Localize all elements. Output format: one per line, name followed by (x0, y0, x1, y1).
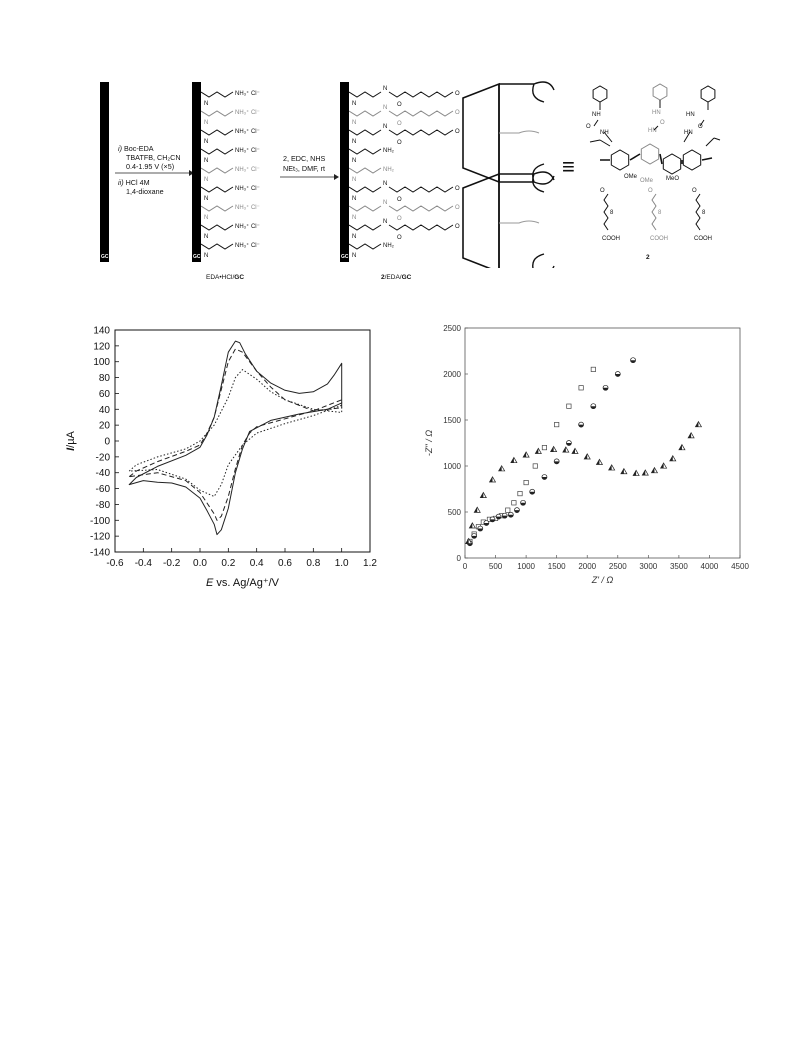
linker-chain (389, 225, 453, 230)
phenyl-ring-right (701, 86, 715, 102)
roman-i: i) (118, 144, 122, 153)
cv-series-dotted (129, 370, 342, 497)
x-tick-label: 2000 (578, 562, 597, 571)
amine-label: NH₂ (383, 243, 394, 249)
chain-nh-label: N (352, 253, 357, 259)
chain-nh-label: N (204, 120, 209, 126)
y-tick-label: -120 (89, 531, 110, 543)
gc-electrode-calixarene (340, 82, 349, 262)
chain-amine-label: NH₃⁺ Cl⁻ (235, 129, 260, 135)
amine-label: NH₂ (383, 148, 394, 154)
chain-nh-label: N (352, 120, 357, 126)
ome-label-1: OMe (624, 174, 638, 180)
aryl-ring-3 (663, 154, 680, 174)
y-axis-label-italic: I (65, 447, 77, 451)
y-tick-label: 140 (93, 325, 110, 337)
o-label-middle: O (660, 120, 665, 126)
cooh-label: COOH (602, 236, 620, 242)
caption-eda-hcl: EDA•HCl/ (206, 274, 235, 281)
y-tick-label: 20 (98, 420, 110, 432)
equivalence-symbol: ≡ (562, 154, 575, 179)
eda-chain (201, 111, 233, 116)
caption-eda: /EDA/ (384, 274, 402, 281)
chain-amine-label: NH₃⁺ Cl⁻ (235, 167, 260, 173)
aryl-ring-4 (683, 150, 700, 170)
y-tick-label: 1500 (443, 416, 461, 425)
cond-edc-nhs: 2, EDC, NHS (283, 154, 326, 163)
y-tick-label: -140 (89, 547, 110, 559)
bond (696, 194, 700, 230)
o-label-left: O (586, 124, 591, 130)
cond-boc-eda: Boc-EDA (122, 144, 154, 153)
eda-chain (201, 130, 233, 135)
x-tick-label: 1500 (547, 562, 566, 571)
subscript-8: 8 (658, 210, 662, 216)
phenyl-ring-middle (653, 84, 667, 100)
eis-point-square (542, 445, 546, 449)
y-tick-label: -20 (95, 452, 110, 464)
ether-o-label: O (455, 110, 460, 116)
y-tick-label: -100 (89, 515, 110, 527)
x-tick-label: 0.8 (306, 558, 321, 569)
carbonyl-o-label: O (397, 235, 402, 241)
y-tick-label: 40 (98, 404, 110, 416)
ome-label-2: OMe (640, 178, 654, 184)
bond (594, 102, 612, 142)
x-tick-label: 3500 (669, 562, 688, 571)
urea-arm (499, 82, 554, 102)
surface2-caption (381, 274, 411, 281)
linker-chain (389, 206, 453, 211)
eda-chain (349, 149, 381, 154)
carbonyl-o-label: O (397, 140, 402, 146)
ether-o-label: O (455, 91, 460, 97)
x-tick-label: 2500 (608, 562, 627, 571)
x-axis-label (206, 577, 280, 589)
eda-chain (349, 244, 381, 249)
eda-chain (201, 187, 233, 192)
y-tick-label: 2500 (443, 324, 461, 333)
ether-o-label: O (455, 224, 460, 230)
eis-point-triangle-fill (469, 523, 472, 528)
x-axis-label-rest: vs. Ag/Ag⁺/V (213, 577, 280, 589)
eis-point-square (512, 501, 516, 505)
phenyl-ring-left (593, 86, 607, 102)
urea-arm-gray (499, 131, 539, 133)
x-tick-label: 4000 (700, 562, 719, 571)
cv-series-dashed (129, 349, 342, 520)
carbonyl-o-label: O (397, 197, 402, 203)
amide-nh-label: N (383, 200, 388, 206)
chain-nh-label: N (204, 101, 209, 107)
gc-label: GC (193, 254, 201, 260)
eda-chain (201, 225, 233, 230)
x-tick-label: -0.2 (163, 558, 181, 569)
chain-nh-label: N (352, 177, 357, 183)
chain-nh-label: N (204, 234, 209, 240)
chain-amine-label: NH₃⁺ Cl⁻ (235, 205, 260, 211)
eis-point-square (533, 464, 537, 468)
bond (604, 194, 608, 230)
plot-frame (115, 330, 370, 552)
calixarene-surface (349, 78, 559, 268)
x-tick-label: 1000 (517, 562, 536, 571)
y-tick-label: -80 (95, 499, 110, 511)
cooh-label: COOH (694, 236, 712, 242)
x-tick-label: 0.2 (221, 558, 236, 569)
eda-chain (349, 111, 381, 116)
caption-2: 2 (381, 274, 385, 281)
step2-conditions-top (283, 154, 343, 163)
step2-arrow (280, 173, 340, 181)
y-tick-label: -60 (95, 484, 110, 496)
y-tick-label: 0 (104, 436, 110, 448)
caption-gc: GC (234, 274, 245, 281)
y-axis-label (65, 430, 77, 450)
carbonyl-o-label: O (397, 216, 402, 222)
x-tick-label: 0.4 (249, 558, 264, 569)
bond (600, 154, 712, 164)
y-tick-label: 1000 (443, 462, 461, 471)
bond (652, 194, 656, 230)
eis-point-square (524, 480, 528, 484)
y-axis-label-rest: /µA (65, 431, 77, 448)
eis-point-triangle-fill (609, 465, 612, 470)
hn-label-right: HN (686, 112, 695, 118)
eis-chart (420, 318, 750, 590)
amine-label: NH₂ (383, 167, 394, 173)
chain-amine-label: NH₃⁺ Cl⁻ (235, 148, 260, 154)
gc-label: GC (341, 254, 349, 260)
cond-net3: NEt₃, DMF, rt (283, 164, 326, 173)
cooh-label: COOH (650, 236, 668, 242)
ether-o-label: O (692, 188, 697, 194)
amide-nh-label: N (383, 105, 388, 111)
amide-nh-label: N (383, 181, 388, 187)
y-tick-label: 60 (98, 388, 110, 400)
x-tick-label: 4500 (731, 562, 749, 571)
eda-chain (201, 244, 233, 249)
y-tick-label: 500 (447, 508, 461, 517)
step1-conditions-bottom (118, 178, 188, 196)
eis-point-triangle-fill (651, 468, 654, 473)
linker-chain (389, 92, 453, 97)
compound-number: 2 (646, 254, 650, 261)
linker-chain (389, 187, 453, 192)
eda-chain (349, 168, 381, 173)
nh-label-left2: NH (600, 130, 609, 136)
eda-chain (201, 206, 233, 211)
eda-chain (201, 92, 233, 97)
eis-point-square (554, 422, 558, 426)
caption-gc2: GC (401, 274, 412, 281)
roman-ii: ii) (118, 178, 124, 187)
cond-voltage: 0.4-1.95 V (×5) (126, 162, 175, 171)
amide-nh-label: N (383, 219, 388, 225)
eda-chains (201, 82, 281, 262)
chain-nh-label: N (204, 139, 209, 145)
eis-point-triangle-fill (596, 459, 599, 464)
step1-conditions-top (118, 144, 188, 171)
x-tick-label: 3000 (639, 562, 658, 571)
eis-point-square (506, 508, 510, 512)
eis-point-square (567, 404, 571, 408)
eda-chain (349, 130, 381, 135)
ether-o-label: O (455, 205, 460, 211)
bond (684, 102, 708, 142)
eis-point-square (591, 367, 595, 371)
chain-nh-label: N (352, 234, 357, 240)
x-tick-label: 1.2 (363, 558, 377, 569)
chain-nh-label: N (352, 101, 357, 107)
ether-o-label: O (648, 188, 653, 194)
linker-chain (389, 111, 453, 116)
eda-chain (349, 225, 381, 230)
carbonyl-o-label: O (397, 121, 402, 127)
subscript-8: 8 (610, 210, 614, 216)
x-tick-label: 0 (462, 562, 468, 571)
x-tick-label: -0.6 (106, 558, 124, 569)
y-tick-label: -40 (95, 468, 110, 480)
x-axis-label: Z' / Ω (591, 575, 614, 585)
eda-chain (201, 149, 233, 154)
chain-nh-label: N (352, 139, 357, 145)
cond-tbatfb: TBATFB, CH₂CN (126, 153, 181, 162)
calixarene-cone (463, 174, 499, 268)
eda-chain (349, 187, 381, 192)
x-axis-label-italic: E (205, 577, 214, 589)
eis-point-triangle-fill (621, 469, 624, 474)
cond-dioxane: 1,4-dioxane (126, 187, 164, 196)
x-tick-label: 1.0 (334, 558, 349, 569)
compound-2-structure (580, 80, 730, 260)
gc-electrode-eda (192, 82, 201, 262)
calixarene-cone (463, 84, 499, 182)
amide-nh-label: N (383, 86, 388, 92)
eis-point-square (518, 491, 522, 495)
y-tick-label: 100 (93, 357, 110, 369)
chain-nh-label: N (204, 177, 209, 183)
step1-arrow (115, 169, 195, 177)
chain-nh-label: N (204, 253, 209, 259)
y-tick-label: 120 (93, 341, 110, 353)
eda-chain (201, 168, 233, 173)
x-tick-label: -0.4 (134, 558, 152, 569)
cond-hcl: HCl 4M (123, 178, 150, 187)
cv-chart (60, 320, 400, 610)
y-axis-label: -Z'' / Ω (424, 429, 434, 457)
gc-electrode-bare (100, 82, 109, 262)
o-label-right: O (698, 124, 703, 130)
ether-o-label: O (455, 186, 460, 192)
chain-amine-label: NH₃⁺ Cl⁻ (235, 110, 260, 116)
chain-amine-label: NH₃⁺ Cl⁻ (235, 186, 260, 192)
urea-arm (499, 254, 554, 268)
meo-label: MeO (666, 176, 680, 182)
eda-chain (349, 92, 381, 97)
y-tick-label: 0 (456, 554, 461, 563)
surface1-caption (206, 274, 244, 281)
chain-nh-label: N (204, 196, 209, 202)
chain-nh-label: N (352, 196, 357, 202)
cv-series-solid (129, 341, 342, 534)
eis-point-square (579, 386, 583, 390)
chain-nh-label: N (204, 215, 209, 221)
hn-label-middle: HN (652, 110, 661, 116)
eis-point-triangle-fill (511, 457, 514, 462)
hn-label-middle2: HN (648, 128, 657, 134)
subscript-8: 8 (702, 210, 706, 216)
reaction-scheme (0, 70, 793, 300)
hn-label-right2: HN (684, 130, 693, 136)
aryl-ring-1 (611, 150, 628, 170)
eda-chain (349, 206, 381, 211)
carbonyl-o-label: O (397, 102, 402, 108)
chain-nh-label: N (204, 158, 209, 164)
plot-frame (465, 328, 740, 558)
chain-nh-label: N (352, 215, 357, 221)
y-tick-label: 80 (98, 373, 110, 385)
chain-amine-label: NH₃⁺ Cl⁻ (235, 224, 260, 230)
x-tick-label: 500 (488, 562, 503, 571)
ether-o-label: O (455, 129, 460, 135)
aryl-ring-2 (641, 144, 658, 164)
chain-amine-label: NH₃⁺ Cl⁻ (235, 91, 260, 97)
step2-conditions-bottom (283, 164, 343, 173)
ether-o-label: O (600, 188, 605, 194)
chain-nh-label: N (352, 158, 357, 164)
x-tick-label: 0.6 (278, 558, 292, 569)
nh-label-left: NH (592, 112, 601, 118)
urea-arm-gray (499, 221, 539, 223)
amide-nh-label: N (383, 124, 388, 130)
gc-label: GC (101, 254, 109, 260)
chain-amine-label: NH₃⁺ Cl⁻ (235, 243, 260, 249)
x-tick-label: 0.0 (193, 558, 207, 569)
y-tick-label: 2000 (443, 370, 461, 379)
linker-chain (389, 130, 453, 135)
